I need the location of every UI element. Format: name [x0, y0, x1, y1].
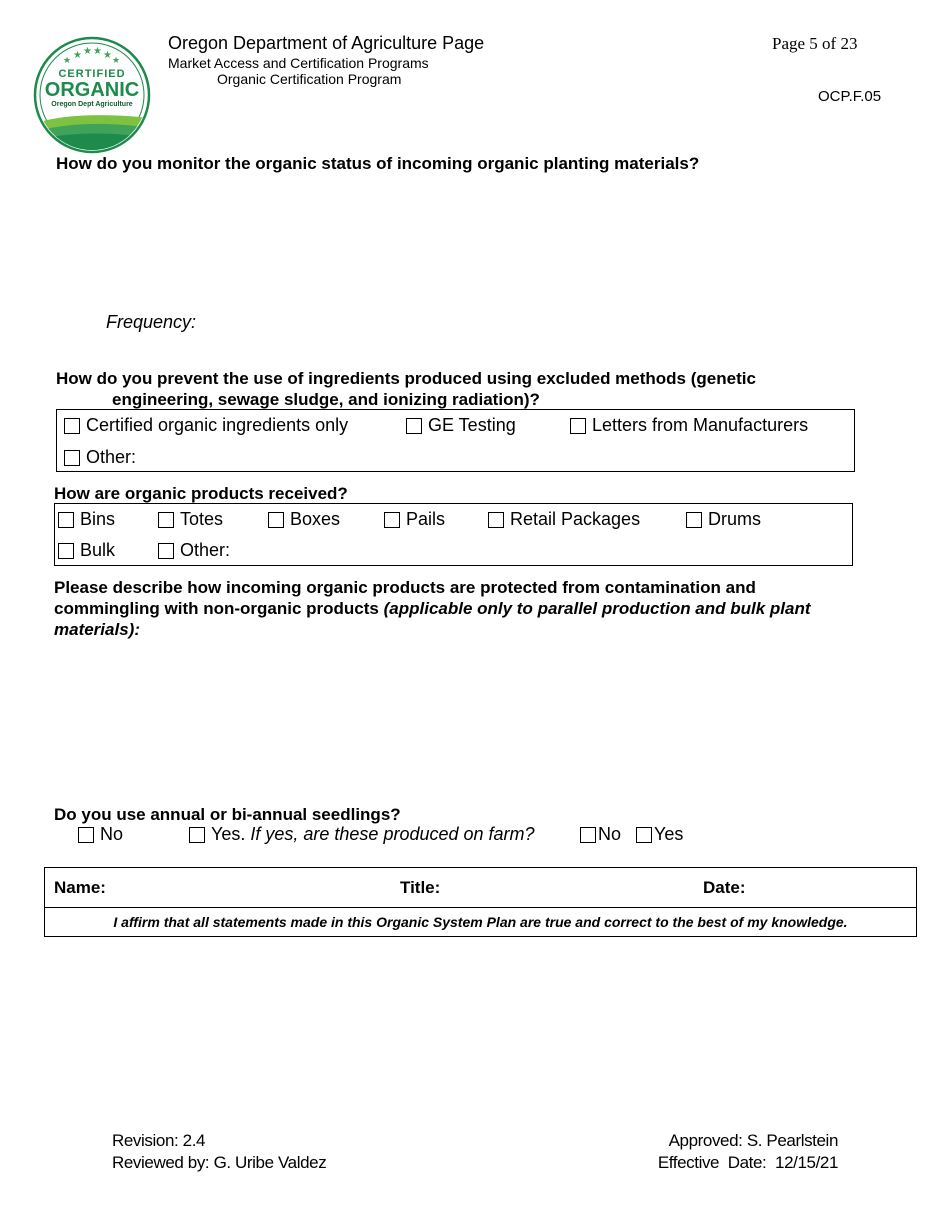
header-subtitle-programs: Market Access and Certification Programs	[168, 55, 429, 71]
question-excluded-methods-line2: engineering, sewage sludge, and ionizing radiation)?	[112, 390, 540, 409]
checkbox-box[interactable]	[686, 512, 702, 528]
checkbox-label-italic: If yes, are these produced on farm?	[245, 824, 535, 844]
checkbox-box[interactable]	[58, 512, 74, 528]
checkbox-box[interactable]	[488, 512, 504, 528]
checkbox-pails[interactable]	[384, 509, 445, 530]
affirmation-statement: I affirm that all statements made in this Organic System Plan are true and correct to the best of my knowledge.	[113, 914, 848, 930]
svg-text:★: ★	[103, 50, 112, 61]
certified-organic-seal	[33, 36, 151, 154]
frequency-label: Frequency:	[106, 312, 197, 332]
footer-approved-by: Approved: S. Pearlstein	[668, 1131, 838, 1150]
checkbox-label: Drums	[708, 509, 761, 529]
checkbox-seedlings-no[interactable]	[78, 824, 123, 845]
checkbox-label: Other:	[86, 447, 137, 467]
name-field-label[interactable]: Name:	[54, 878, 106, 897]
form-code: OCP.F.05	[818, 88, 882, 105]
question-contamination-plain: commingling with non-organic products	[54, 599, 384, 618]
checkbox-box[interactable]	[78, 827, 94, 843]
checkbox-box[interactable]	[58, 543, 74, 559]
seal-text-certified: CERTIFIED	[58, 68, 126, 80]
answer-area-planting-materials[interactable]	[56, 178, 896, 306]
svg-text:★: ★	[63, 55, 72, 65]
checkbox-label: Other:	[180, 540, 231, 560]
checkbox-label: Yes.	[211, 824, 246, 844]
checkbox-box[interactable]	[636, 827, 652, 843]
checkbox-retail-packages[interactable]	[488, 509, 640, 530]
question-products-received: How are organic products received?	[54, 484, 348, 503]
checkbox-bulk[interactable]	[58, 540, 115, 561]
question-contamination-line2	[54, 598, 811, 619]
checkbox-drums[interactable]	[686, 509, 761, 530]
checkbox-letters-from-manufacturers[interactable]	[570, 415, 808, 436]
checkbox-certified-organic-only[interactable]	[64, 415, 348, 436]
seal-text-organic: ORGANIC	[44, 79, 140, 101]
checkbox-label: GE Testing	[428, 415, 516, 435]
checkbox-totes[interactable]	[158, 509, 223, 530]
svg-text:★: ★	[83, 46, 92, 57]
footer-revision: Revision: 2.4	[112, 1131, 206, 1150]
checkbox-box[interactable]	[64, 418, 80, 434]
checkbox-box[interactable]	[189, 827, 205, 843]
checkbox-box[interactable]	[406, 418, 422, 434]
checkbox-box[interactable]	[384, 512, 400, 528]
answer-area-contamination[interactable]	[54, 644, 894, 794]
checkbox-label: Boxes	[290, 509, 341, 529]
checkbox-label: Bulk	[80, 540, 116, 560]
checkbox-label: No	[100, 824, 124, 844]
checkbox-label: Totes	[180, 509, 224, 529]
svg-text:★: ★	[112, 55, 121, 65]
question-contamination-italic: (applicable only to parallel production and bulk plant	[383, 599, 811, 618]
checkbox-label: No	[598, 824, 622, 844]
checkbox-box[interactable]	[268, 512, 284, 528]
checkbox-produced-on-farm-yes[interactable]	[636, 824, 683, 845]
question-seedlings: Do you use annual or bi-annual seedlings?	[54, 805, 401, 824]
checkbox-excluded-other[interactable]	[64, 447, 136, 468]
seal-text-oda: Oregon Dept Agriculture	[51, 101, 133, 108]
checkbox-label: Pails	[406, 509, 446, 529]
checkbox-box[interactable]	[64, 450, 80, 466]
checkbox-label: Bins	[80, 509, 116, 529]
footer-reviewed-by: Reviewed by: G. Uribe Valdez	[112, 1153, 327, 1172]
title-field-label[interactable]: Title:	[400, 878, 441, 897]
question-excluded-methods-line1: How do you prevent the use of ingredients produced using excluded methods (genetic	[56, 369, 756, 388]
question-contamination-line1: Please describe how incoming organic products are protected from contamination and	[54, 578, 756, 597]
page-number: Page 5 of 23	[772, 34, 858, 53]
signature-divider	[44, 907, 917, 908]
svg-text:★: ★	[73, 50, 82, 61]
checkbox-box[interactable]	[570, 418, 586, 434]
checkbox-received-other[interactable]	[158, 540, 230, 561]
checkbox-box[interactable]	[158, 512, 174, 528]
question-planting-materials: How do you monitor the organic status of incoming organic planting materials?	[56, 154, 700, 173]
svg-text:★: ★	[93, 46, 102, 57]
checkbox-ge-testing[interactable]	[406, 415, 516, 436]
question-contamination-line3: materials):	[54, 620, 140, 639]
header-title: Oregon Department of Agriculture Page	[168, 33, 485, 53]
checkbox-bins[interactable]	[58, 509, 115, 530]
footer-effective-date: Effective Date: 12/15/21	[657, 1153, 838, 1172]
checkbox-label: Certified organic ingredients only	[86, 415, 349, 435]
checkbox-produced-on-farm-no[interactable]	[580, 824, 621, 845]
checkbox-box[interactable]	[158, 543, 174, 559]
checkbox-box[interactable]	[580, 827, 596, 843]
checkbox-label: Yes	[654, 824, 684, 844]
header-subtitle-certification: Organic Certification Program	[217, 71, 402, 87]
checkbox-boxes[interactable]	[268, 509, 340, 530]
checkbox-label: Retail Packages	[510, 509, 641, 529]
checkbox-seedlings-yes[interactable]	[189, 824, 535, 845]
date-field-label[interactable]: Date:	[703, 878, 746, 897]
checkbox-label: Letters from Manufacturers	[592, 415, 809, 435]
